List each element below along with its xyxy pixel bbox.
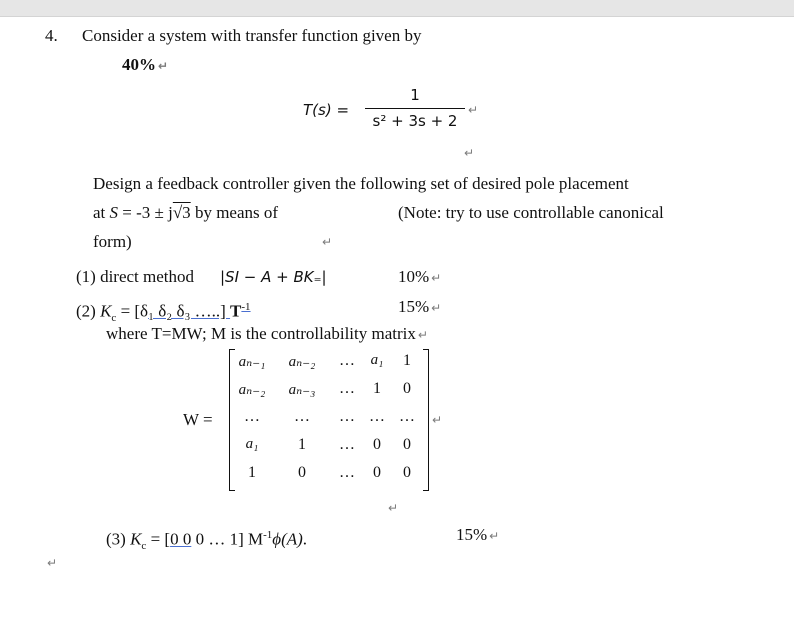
method-2-label: (2) bbox=[76, 301, 96, 321]
method-3-label: (3) bbox=[106, 529, 126, 549]
design-line-1: Design a feedback controller given the following set of desired pole placement bbox=[93, 174, 629, 193]
method-2-T: T bbox=[230, 301, 242, 321]
design-line-2-sqrt: √3 bbox=[172, 203, 191, 222]
matrix-cell: 1 bbox=[298, 436, 306, 453]
method-3-K: K bbox=[130, 529, 142, 549]
question-number: 4. bbox=[45, 26, 58, 45]
matrix-cell: aₙ₋₂ bbox=[288, 354, 316, 370]
method-3-weight bbox=[456, 525, 499, 546]
matrix-cell: … bbox=[369, 408, 385, 425]
matrix-left-bracket bbox=[229, 349, 235, 491]
matrix-cell: … bbox=[339, 464, 355, 481]
method-3-phi: ϕ(A) bbox=[272, 529, 303, 549]
method-3-weight-value: 15% bbox=[456, 525, 488, 544]
method-2-K: K bbox=[100, 301, 112, 321]
window-top-bar bbox=[0, 0, 794, 17]
transfer-function-lhs: T(s) = bbox=[303, 101, 350, 119]
matrix-cell: 1 bbox=[248, 464, 256, 481]
matrix-cell: … bbox=[339, 352, 355, 369]
method-2-formula: ₁ δ₂ δ₃ …..] bbox=[148, 301, 231, 321]
paragraph-mark-icon: ↵ bbox=[158, 59, 169, 73]
method-3-rest: 0 … 1] M bbox=[191, 529, 264, 549]
paragraph-mark-icon: ↵ bbox=[431, 271, 442, 285]
matrix-cell: 0 bbox=[373, 464, 381, 481]
paragraph-mark-icon: ↵ bbox=[468, 103, 479, 117]
matrix-cell: 0 bbox=[373, 436, 381, 453]
paragraph-mark-icon: ↵ bbox=[417, 328, 428, 342]
design-line-2 bbox=[93, 203, 278, 223]
matrix-cell: 0 bbox=[403, 436, 411, 453]
method-2-line: (2) $K_c = [\delta_1$ δ₂ δ₃ …..] $T^{-1}$ bbox=[76, 301, 251, 325]
question-weight bbox=[122, 55, 168, 76]
method-2-weight bbox=[398, 297, 441, 318]
matrix-cell: … bbox=[339, 408, 355, 425]
method-1-formula: |SI − A + BK₌| bbox=[220, 268, 327, 286]
matrix-cell: … bbox=[339, 380, 355, 397]
method-2-where bbox=[106, 324, 428, 345]
transfer-function-denominator: s² + 3s + 2 bbox=[372, 112, 458, 130]
transfer-function-numerator: 1 bbox=[410, 86, 420, 104]
paragraph-mark-icon: ↵ bbox=[47, 556, 58, 570]
method-3-eq: = [ bbox=[146, 529, 171, 549]
paragraph-mark-icon: ↵ bbox=[489, 529, 500, 543]
question-weight-value: 40% bbox=[122, 55, 156, 74]
method-2-weight-value: 15% bbox=[398, 297, 430, 316]
matrix-cell: … bbox=[244, 408, 260, 425]
matrix-cell: … bbox=[294, 408, 310, 425]
paragraph-mark-icon: ↵ bbox=[431, 301, 442, 315]
method-3-inverse: -1 bbox=[263, 529, 273, 541]
design-note: (Note: try to use controllable canonical bbox=[398, 203, 664, 222]
method-3-line: (3) $K_c = [0$ 0 0 … 1] $M^{-1}\phi(A)$. bbox=[106, 529, 308, 553]
method-1-weight-value: 10% bbox=[398, 267, 430, 286]
matrix-cell: a₁ bbox=[245, 436, 259, 452]
matrix-cell: aₙ₋₃ bbox=[288, 382, 316, 398]
method-1-label: (1) direct method bbox=[76, 267, 195, 286]
method-2-inverse: -1 bbox=[241, 301, 251, 313]
matrix-cell: 0 bbox=[403, 464, 411, 481]
matrix-cell: a₁ bbox=[370, 352, 384, 368]
matrix-cell: 0 bbox=[298, 464, 306, 481]
paragraph-mark-icon: ↵ bbox=[432, 413, 443, 427]
matrix-cell: 1 bbox=[373, 380, 381, 397]
matrix-cell: aₙ₋₂ bbox=[238, 382, 266, 398]
paragraph-mark-icon: ↵ bbox=[464, 146, 475, 160]
question-prompt: Consider a system with transfer function given by bbox=[82, 26, 422, 45]
method-2-where-text: where T=MW; M is the controllability matrix bbox=[106, 324, 416, 343]
matrix-right-bracket bbox=[423, 349, 429, 491]
matrix-cell: 1 bbox=[403, 352, 411, 369]
method-3-dot: . bbox=[302, 529, 308, 549]
paragraph-mark-icon: ↵ bbox=[388, 501, 399, 515]
paragraph-mark-icon: ↵ bbox=[322, 235, 333, 249]
design-line-2-means: by means of bbox=[190, 203, 279, 222]
fraction-bar bbox=[365, 108, 465, 109]
method-1-weight bbox=[398, 267, 441, 288]
design-line-2-at: at bbox=[93, 203, 106, 222]
matrix-cell: … bbox=[339, 436, 355, 453]
matrix-W-label: W = bbox=[183, 410, 213, 429]
design-line-2-S: S bbox=[109, 203, 119, 222]
matrix-cell: … bbox=[399, 408, 415, 425]
matrix-W bbox=[229, 349, 429, 489]
matrix-cell: 0 bbox=[403, 380, 411, 397]
design-line-3: form) bbox=[93, 232, 132, 251]
method-3-zeros: 0 0 bbox=[170, 529, 192, 549]
design-line-2-pole: = -3 ± j bbox=[118, 203, 173, 222]
matrix-cell: aₙ₋₁ bbox=[238, 354, 266, 370]
method-2-eq: = [δ bbox=[116, 301, 149, 321]
